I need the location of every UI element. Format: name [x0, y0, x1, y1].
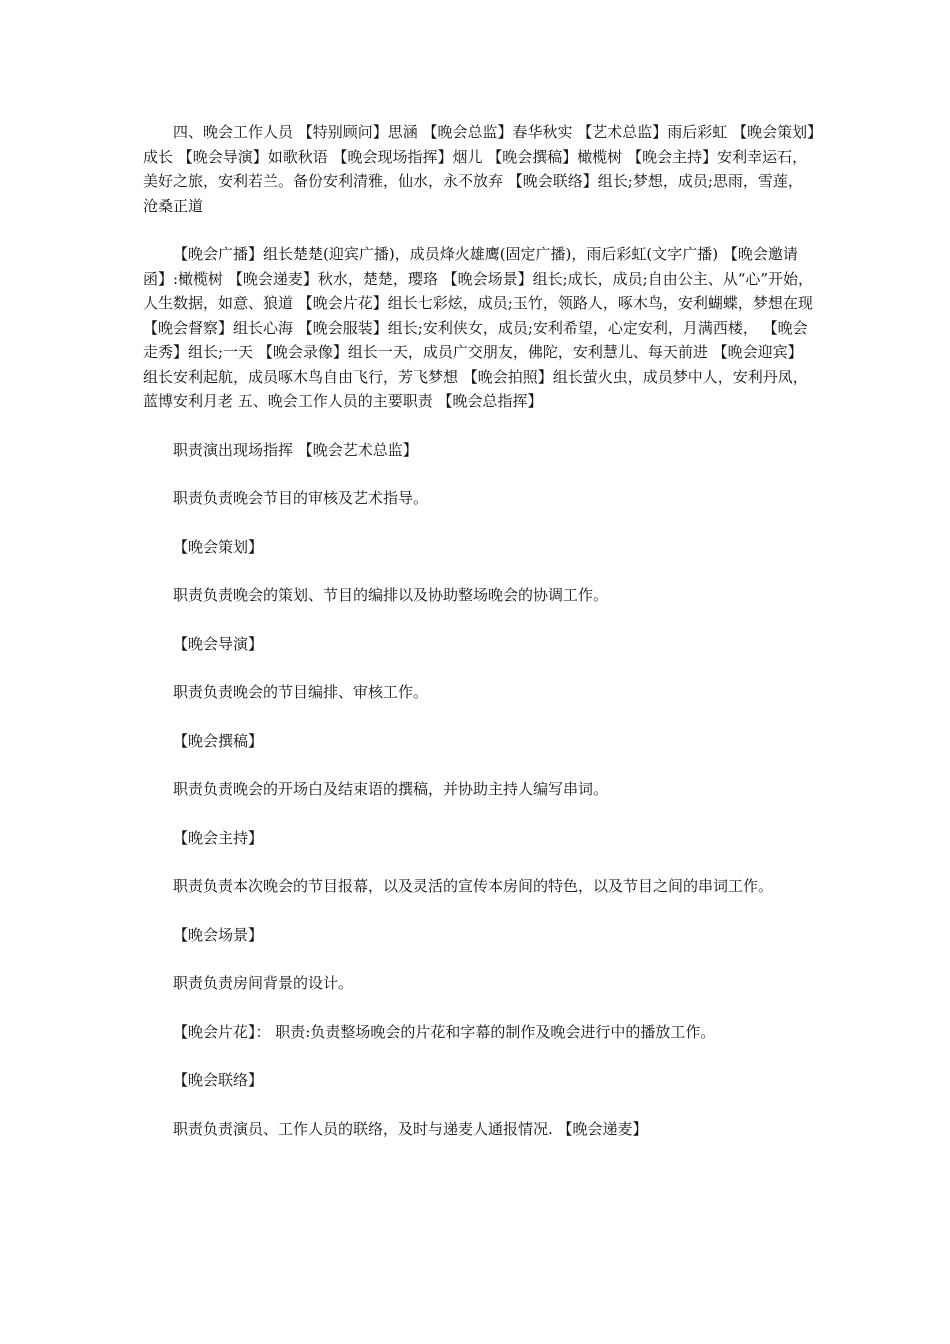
paragraph-duty-script: 职责负责晚会的开场白及结束语的撰稿，并协助主持人编写串词。: [173, 780, 609, 798]
heading-planning: 【晚会策划】: [173, 537, 264, 556]
paragraph-staff-groups: 【晚会广播】组长楚楚(迎宾广播)，成员烽火雄鹰(固定广播)，雨后彩虹(文字广播) 【晚会邀请函】:橄榄树 【晚会递麦】秋水，楚楚，璎珞 【晚会场景】组长;成长，成员;自由公主、从“心”开始，人生数据，如意、狼道 【晚会片花】组长七彩炫，成员;玉竹，领路人，啄木鸟，安利蝴蝶，梦想在现 【晚会督察】组长心海 【晚会服装】组长;安利侠女，成员;安利希望，心定安利，月满西楼， 【晚会走秀】组长;一天 【晚会录像】组长一天，成员广交朋友，佛陀，安利慧儿、每天前进 【晚会迎宾】组长安利起航，成员啄木鸟自由飞行，芳飞梦想 【晚会拍照】组长萤火虫，成员梦中人，安利丹凤，蓝博安利月老 五、晚会工作人员的主要职责 【晚会总指挥】: [143, 245, 814, 410]
paragraph-duty-host: 职责负责本次晚会的节目报幕，以及灵活的宣传本房间的特色，以及节目之间的串词工作。: [173, 877, 774, 895]
paragraph-duty-art-director: 职责负责晚会节目的审核及艺术指导。: [173, 489, 429, 507]
document-body: [143, 120, 815, 1141]
heading-director: 【晚会导演】: [173, 634, 264, 653]
paragraph-duty-clips: 【晚会片花】： 职责:负责整场晚会的片花和字幕的制作及晚会进行中的播放工作。: [173, 1022, 716, 1041]
heading-host: 【晚会主持】: [173, 828, 264, 847]
heading-script: 【晚会撰稿】: [173, 731, 264, 750]
heading-scene: 【晚会场景】: [173, 925, 264, 944]
paragraph-duty-director: 职责负责晚会的节目编排、审核工作。: [173, 683, 429, 701]
paragraph-duty-scene: 职责负责房间背景的设计。: [173, 974, 354, 992]
heading-liaison: 【晚会联络】: [173, 1071, 264, 1089]
paragraph-duty-liaison: 职责负责演员、工作人员的联络，及时与递麦人通报情况. 【晚会递麦】: [173, 1119, 648, 1138]
paragraph-duty-commander: 职责演出现场指挥 【晚会艺术总监】: [173, 440, 418, 459]
paragraph-staff-list: 四、晚会工作人员 【特别顾问】思涵 【晚会总监】春华秋实 【艺术总监】雨后彩虹 【晚会策划】成长 【晚会导演】如歌秋语 【晚会现场指挥】烟儿 【晚会撰稿】橄榄树 【晚会主持】安利幸运石，美好之旅，安利若兰。备份安利清雅，仙水，永不放弃 【晚会联络】组长;梦想，成员;思雨，雪莲，沧桑正道: [143, 123, 815, 215]
paragraph-duty-planning: 职责负责晚会的策划、节目的编排以及协助整场晚会的协调工作。: [173, 586, 609, 604]
